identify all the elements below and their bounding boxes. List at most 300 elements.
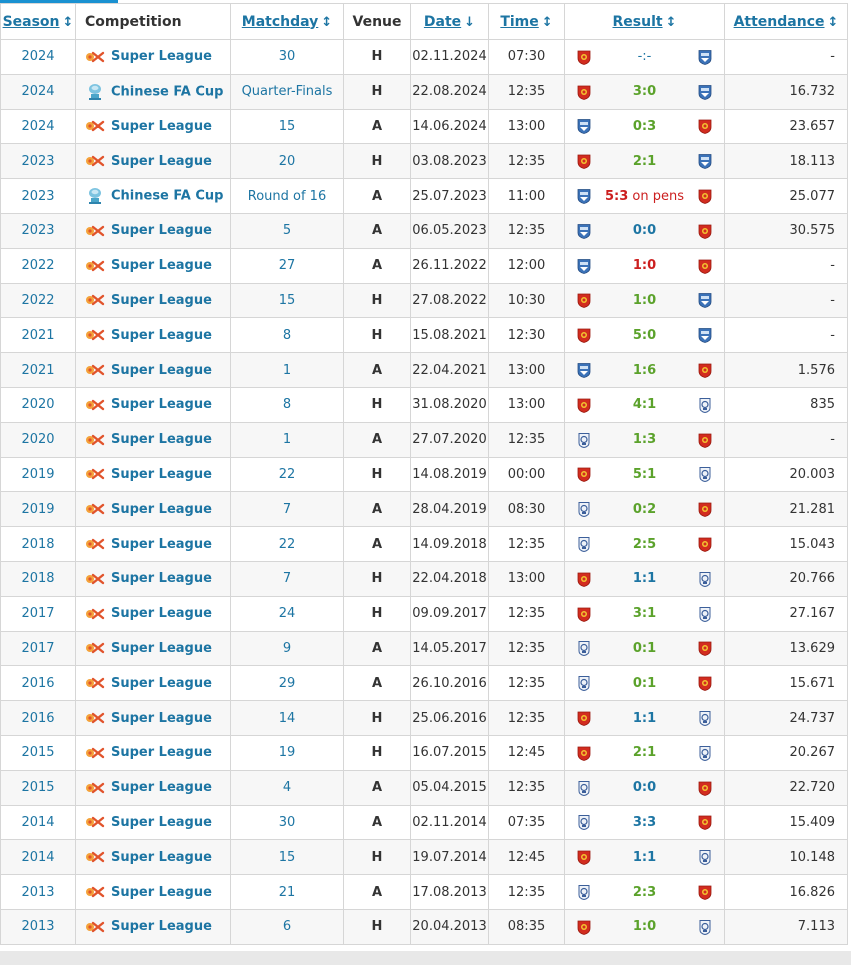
home-team-crest[interactable] [577,814,591,830]
matchday-cell[interactable] [231,561,344,596]
home-team-crest[interactable] [577,780,591,796]
home-team-crest[interactable] [577,188,591,204]
away-team-crest[interactable] [698,536,712,552]
home-team-crest[interactable] [577,606,591,622]
season-link[interactable]: 2013 [21,884,55,900]
season-cell[interactable] [1,492,76,527]
season-cell[interactable] [1,40,76,75]
matchday-link[interactable]: 8 [282,327,292,343]
season-link[interactable]: 2024 [21,84,55,100]
competition-link[interactable]: Super League [111,745,212,761]
date-header[interactable] [411,4,489,40]
competition-cell[interactable] [76,353,231,388]
competition-cell[interactable] [76,144,231,179]
season-cell[interactable] [1,144,76,179]
score-value[interactable]: 2:3 [632,884,657,900]
competition-cell[interactable] [76,875,231,910]
season-cell[interactable] [1,387,76,422]
competition-cell[interactable] [76,318,231,353]
season-cell[interactable] [1,596,76,631]
result-cell[interactable] [565,840,725,875]
matchday-link[interactable]: 15 [278,292,296,308]
season-link[interactable]: 2022 [21,258,55,274]
competition-cell[interactable] [76,74,231,109]
season-link[interactable]: 2023 [21,223,55,239]
away-team-crest[interactable] [698,849,712,865]
season-link[interactable]: 2024 [21,49,55,65]
matchday-cell[interactable] [231,213,344,248]
result-sort-link[interactable]: Result [612,13,663,30]
result-cell[interactable] [565,631,725,666]
score-value[interactable]: 1:1 [632,710,657,726]
match-report-link[interactable] [633,467,656,482]
competition-link[interactable]: Super League [111,397,212,413]
result-cell[interactable] [565,875,725,910]
season-cell[interactable] [1,909,76,944]
result-header[interactable] [565,4,725,40]
season-sort-link[interactable]: Season [2,13,60,30]
home-team-crest[interactable] [577,745,591,761]
sort-updown-icon[interactable]: ↕ [321,14,333,30]
match-report-link[interactable] [633,502,656,517]
result-cell[interactable] [565,74,725,109]
season-link[interactable]: 2019 [21,501,55,517]
season-link[interactable]: 2019 [21,466,55,482]
score-value[interactable]: 4:1 [632,397,657,413]
home-team-crest[interactable] [577,884,591,900]
time-header[interactable] [489,4,565,40]
competition-link[interactable]: Super League [111,814,212,830]
matchday-link[interactable]: 24 [278,606,296,622]
season-cell[interactable] [1,422,76,457]
score-value[interactable]: 0:1 [632,640,657,656]
result-cell[interactable] [565,457,725,492]
home-team-crest[interactable] [577,223,591,239]
result-cell[interactable] [565,492,725,527]
matchday-link[interactable]: 7 [282,501,292,517]
matchday-link[interactable]: 22 [278,536,296,552]
matchday-cell[interactable] [231,283,344,318]
score-value[interactable]: 0:0 [632,780,657,796]
away-team-crest[interactable] [698,466,712,482]
home-team-crest[interactable] [577,327,591,343]
matchday-link[interactable]: 1 [282,432,292,448]
away-team-crest[interactable] [698,780,712,796]
score-value[interactable]: 5:3 [604,188,629,204]
competition-link[interactable]: Super League [111,606,212,622]
season-header[interactable] [1,4,76,40]
matchday-link[interactable]: 8 [282,397,292,413]
competition-cell[interactable] [76,179,231,214]
competition-cell[interactable] [76,561,231,596]
away-team-crest[interactable] [698,292,712,308]
season-link[interactable]: 2020 [21,432,55,448]
season-link[interactable]: 2017 [21,606,55,622]
date-sort-link[interactable]: Date [423,13,462,30]
score-value[interactable]: 3:0 [632,84,657,100]
season-link[interactable]: 2014 [21,814,55,830]
match-report-link[interactable] [633,745,656,760]
season-link[interactable]: 2016 [21,675,55,691]
matchday-link[interactable]: 1 [282,362,292,378]
season-link[interactable]: 2015 [21,745,55,761]
matchday-link[interactable]: 21 [278,884,296,900]
season-cell[interactable] [1,840,76,875]
result-cell[interactable] [565,318,725,353]
season-cell[interactable] [1,179,76,214]
competition-link[interactable]: Super League [111,362,212,378]
season-cell[interactable] [1,248,76,283]
home-team-crest[interactable] [577,640,591,656]
season-cell[interactable] [1,74,76,109]
season-cell[interactable] [1,805,76,840]
result-cell[interactable] [565,248,725,283]
match-report-link[interactable] [633,328,656,343]
matchday-link[interactable]: 29 [278,675,296,691]
result-cell[interactable] [565,701,725,736]
competition-cell[interactable] [76,213,231,248]
away-team-crest[interactable] [698,327,712,343]
sort-updown-icon[interactable]: ↕ [827,14,839,30]
competition-cell[interactable] [76,283,231,318]
sort-updown-icon[interactable]: ↕ [665,14,677,30]
competition-cell[interactable] [76,40,231,75]
competition-link[interactable]: Super League [111,466,212,482]
away-team-crest[interactable] [698,884,712,900]
matchday-cell[interactable] [231,805,344,840]
attendance-header[interactable] [725,4,848,40]
matchday-link[interactable]: Quarter-Finals [241,84,333,100]
matchday-cell[interactable] [231,492,344,527]
match-report-link[interactable] [633,571,656,586]
sort-down-icon[interactable]: ↓ [464,14,476,30]
season-link[interactable]: 2017 [21,640,55,656]
matchday-cell[interactable] [231,909,344,944]
season-cell[interactable] [1,666,76,701]
result-cell[interactable] [565,735,725,770]
matchday-header[interactable] [231,4,344,40]
matchday-link[interactable]: 27 [278,258,296,274]
competition-link[interactable]: Super League [111,884,212,900]
competition-link[interactable]: Super League [111,327,212,343]
matchday-link[interactable]: 5 [282,223,292,239]
competition-link[interactable]: Chinese FA Cup [111,84,224,100]
matchday-link[interactable]: 19 [278,745,296,761]
home-team-crest[interactable] [577,432,591,448]
competition-cell[interactable] [76,387,231,422]
score-value[interactable]: 1:0 [632,292,657,308]
match-report-link[interactable] [633,119,656,134]
competition-cell[interactable] [76,840,231,875]
score-value[interactable]: 0:1 [632,675,657,691]
competition-link[interactable]: Super League [111,501,212,517]
competition-link[interactable]: Super League [111,258,212,274]
result-cell[interactable] [565,179,725,214]
match-report-link[interactable] [633,780,656,795]
matchday-cell[interactable] [231,353,344,388]
matchday-sort-link[interactable]: Matchday [241,13,319,30]
away-team-crest[interactable] [698,640,712,656]
match-report-link[interactable] [633,815,656,830]
home-team-crest[interactable] [577,501,591,517]
season-link[interactable]: 2015 [21,780,55,796]
matchday-cell[interactable] [231,109,344,144]
competition-cell[interactable] [76,596,231,631]
result-cell[interactable] [565,909,725,944]
competition-cell[interactable] [76,805,231,840]
match-report-link[interactable] [638,49,652,64]
score-value[interactable]: 0:3 [632,118,657,134]
result-cell[interactable] [565,387,725,422]
competition-cell[interactable] [76,527,231,562]
matchday-cell[interactable] [231,74,344,109]
result-cell[interactable] [565,109,725,144]
home-team-crest[interactable] [577,675,591,691]
competition-link[interactable]: Super League [111,153,212,169]
matchday-link[interactable]: Round of 16 [247,188,327,204]
competition-link[interactable]: Super League [111,675,212,691]
result-cell[interactable] [565,144,725,179]
home-team-crest[interactable] [577,397,591,413]
competition-cell[interactable] [76,422,231,457]
home-team-crest[interactable] [577,153,591,169]
competition-link[interactable]: Super League [111,536,212,552]
away-team-crest[interactable] [698,501,712,517]
matchday-cell[interactable] [231,387,344,422]
matchday-link[interactable]: 7 [282,571,292,587]
season-cell[interactable] [1,283,76,318]
season-cell[interactable] [1,318,76,353]
competition-link[interactable]: Chinese FA Cup [111,188,224,204]
match-report-link[interactable] [633,885,656,900]
competition-link[interactable]: Super League [111,780,212,796]
season-cell[interactable] [1,875,76,910]
score-value[interactable]: 2:1 [632,153,657,169]
result-cell[interactable] [565,213,725,248]
score-value[interactable]: 1:1 [632,849,657,865]
away-team-crest[interactable] [698,432,712,448]
season-link[interactable]: 2018 [21,536,55,552]
match-report-link[interactable] [633,223,656,238]
competition-cell[interactable] [76,735,231,770]
match-report-link[interactable] [633,537,656,552]
score-value[interactable]: 3:3 [632,814,657,830]
season-cell[interactable] [1,735,76,770]
result-cell[interactable] [565,666,725,701]
away-team-crest[interactable] [698,153,712,169]
match-report-link[interactable] [633,84,656,99]
competition-cell[interactable] [76,109,231,144]
matchday-link[interactable]: 30 [278,49,296,65]
result-cell[interactable] [565,527,725,562]
season-link[interactable]: 2018 [21,571,55,587]
matchday-link[interactable]: 15 [278,118,296,134]
away-team-crest[interactable] [698,258,712,274]
season-link[interactable]: 2020 [21,397,55,413]
competition-link[interactable]: Super League [111,49,212,65]
score-value[interactable]: 2:5 [632,536,657,552]
away-team-crest[interactable] [698,84,712,100]
matchday-cell[interactable] [231,840,344,875]
result-cell[interactable] [565,283,725,318]
home-team-crest[interactable] [577,849,591,865]
season-cell[interactable] [1,457,76,492]
score-value[interactable]: 1:3 [632,432,657,448]
season-link[interactable]: 2021 [21,327,55,343]
away-team-crest[interactable] [698,188,712,204]
match-report-link[interactable] [633,154,656,169]
season-link[interactable]: 2023 [21,153,55,169]
score-value[interactable]: 2:1 [632,745,657,761]
score-value[interactable]: 0:0 [632,223,657,239]
season-cell[interactable] [1,109,76,144]
match-report-link[interactable] [633,606,656,621]
home-team-crest[interactable] [577,536,591,552]
matchday-link[interactable]: 14 [278,710,296,726]
score-value[interactable]: 3:1 [632,606,657,622]
match-report-link[interactable] [633,258,656,273]
season-link[interactable]: 2024 [21,118,55,134]
time-sort-link[interactable]: Time [500,13,539,30]
away-team-crest[interactable] [698,118,712,134]
matchday-cell[interactable] [231,875,344,910]
match-report-link[interactable] [633,850,656,865]
competition-link[interactable]: Super League [111,849,212,865]
match-report-link[interactable] [633,676,656,691]
away-team-crest[interactable] [698,919,712,935]
home-team-crest[interactable] [577,919,591,935]
away-team-crest[interactable] [698,49,712,65]
home-team-crest[interactable] [577,362,591,378]
away-team-crest[interactable] [698,397,712,413]
score-value[interactable]: -:- [637,49,652,65]
competition-link[interactable]: Super League [111,571,212,587]
competition-cell[interactable] [76,457,231,492]
matchday-link[interactable]: 6 [282,919,292,935]
result-cell[interactable] [565,40,725,75]
matchday-cell[interactable] [231,40,344,75]
score-value[interactable]: 5:1 [632,466,657,482]
competition-link[interactable]: Super League [111,223,212,239]
home-team-crest[interactable] [577,118,591,134]
score-value[interactable]: 1:6 [632,362,657,378]
season-link[interactable]: 2022 [21,292,55,308]
away-team-crest[interactable] [698,675,712,691]
home-team-crest[interactable] [577,84,591,100]
season-cell[interactable] [1,353,76,388]
match-report-link[interactable] [633,432,656,447]
home-team-crest[interactable] [577,710,591,726]
match-report-link[interactable] [633,711,656,726]
away-team-crest[interactable] [698,710,712,726]
season-cell[interactable] [1,631,76,666]
match-report-link[interactable] [605,189,684,204]
match-report-link[interactable] [633,397,656,412]
score-value[interactable]: 5:0 [632,327,657,343]
season-link[interactable]: 2023 [21,188,55,204]
attendance-sort-link[interactable]: Attendance [733,13,825,30]
season-link[interactable]: 2013 [21,919,55,935]
match-report-link[interactable] [633,293,656,308]
competition-link[interactable]: Super League [111,640,212,656]
home-team-crest[interactable] [577,49,591,65]
home-team-crest[interactable] [577,466,591,482]
matchday-link[interactable]: 22 [278,466,296,482]
home-team-crest[interactable] [577,258,591,274]
result-cell[interactable] [565,770,725,805]
home-team-crest[interactable] [577,292,591,308]
matchday-link[interactable]: 30 [278,814,296,830]
result-cell[interactable] [565,353,725,388]
away-team-crest[interactable] [698,814,712,830]
result-cell[interactable] [565,422,725,457]
away-team-crest[interactable] [698,606,712,622]
score-value[interactable]: 1:1 [632,571,657,587]
matchday-cell[interactable] [231,422,344,457]
competition-link[interactable]: Super League [111,118,212,134]
matchday-cell[interactable] [231,318,344,353]
match-report-link[interactable] [633,363,656,378]
competition-cell[interactable] [76,492,231,527]
sort-updown-icon[interactable]: ↕ [62,14,74,30]
competition-cell[interactable] [76,666,231,701]
score-value[interactable]: 1:0 [632,919,657,935]
result-cell[interactable] [565,561,725,596]
sort-updown-icon[interactable]: ↕ [541,14,553,30]
competition-cell[interactable] [76,770,231,805]
season-link[interactable]: 2016 [21,710,55,726]
matchday-cell[interactable] [231,596,344,631]
competition-cell[interactable] [76,909,231,944]
competition-link[interactable]: Super League [111,710,212,726]
season-cell[interactable] [1,701,76,736]
matchday-cell[interactable] [231,735,344,770]
matchday-cell[interactable] [231,248,344,283]
score-value[interactable]: 0:2 [632,501,657,517]
home-team-crest[interactable] [577,571,591,587]
matchday-cell[interactable] [231,457,344,492]
matchday-link[interactable]: 9 [282,640,292,656]
season-cell[interactable] [1,770,76,805]
competition-link[interactable]: Super League [111,919,212,935]
away-team-crest[interactable] [698,362,712,378]
away-team-crest[interactable] [698,223,712,239]
away-team-crest[interactable] [698,745,712,761]
matchday-link[interactable]: 20 [278,153,296,169]
competition-cell[interactable] [76,631,231,666]
competition-cell[interactable] [76,701,231,736]
match-report-link[interactable] [633,919,656,934]
match-report-link[interactable] [633,641,656,656]
season-link[interactable]: 2014 [21,849,55,865]
season-cell[interactable] [1,213,76,248]
matchday-link[interactable]: 15 [278,849,296,865]
matchday-cell[interactable] [231,631,344,666]
result-cell[interactable] [565,805,725,840]
away-team-crest[interactable] [698,571,712,587]
competition-link[interactable]: Super League [111,432,212,448]
matchday-cell[interactable] [231,144,344,179]
score-value[interactable]: 1:0 [632,258,657,274]
result-cell[interactable] [565,596,725,631]
season-cell[interactable] [1,527,76,562]
season-link[interactable]: 2021 [21,362,55,378]
competition-link[interactable]: Super League [111,292,212,308]
season-cell[interactable] [1,561,76,596]
matchday-cell[interactable] [231,666,344,701]
matchday-cell[interactable] [231,179,344,214]
competition-cell[interactable] [76,248,231,283]
